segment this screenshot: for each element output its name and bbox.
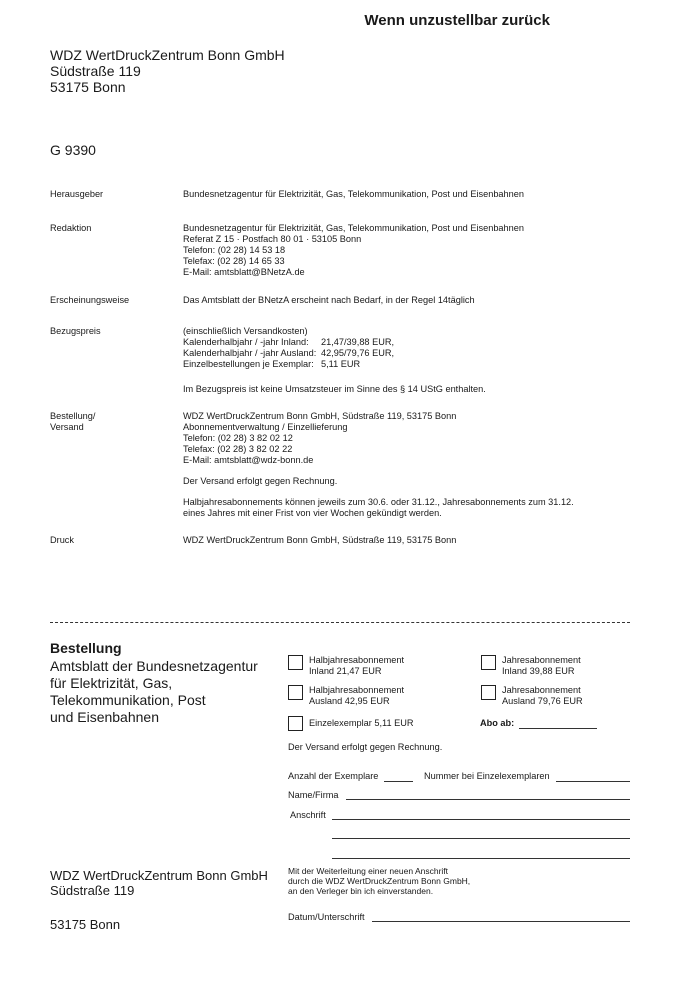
option-line: Inland 21,47 EUR — [309, 666, 382, 676]
redaktion-label: Redaktion — [50, 223, 92, 233]
redaktion-line: E-Mail: amtsblatt@BNetzA.de — [183, 267, 305, 277]
sender-line-1: WDZ WertDruckZentrum Bonn GmbH — [50, 47, 285, 63]
nummer-field[interactable] — [556, 781, 630, 782]
anschrift-field-1[interactable] — [332, 819, 630, 820]
halbjahr-ausland-checkbox[interactable] — [288, 685, 303, 700]
consent-note — [288, 866, 470, 896]
order-heading: Bestellung — [50, 640, 122, 656]
order-title — [50, 658, 280, 726]
option-line: Ausland 79,76 EUR — [502, 696, 583, 706]
datum-unterschrift-label: Datum/Unterschrift — [288, 912, 365, 922]
cut-line — [50, 622, 630, 623]
sender-address — [50, 47, 285, 95]
price-row — [183, 359, 653, 370]
halbjahr-inland-label — [309, 655, 404, 677]
datum-unterschrift-field[interactable] — [372, 921, 630, 922]
jahr-inland-checkbox[interactable] — [481, 655, 496, 670]
herausgeber-label: Herausgeber — [50, 189, 104, 199]
bezugspreis-value — [183, 326, 653, 395]
option-line: Halbjahresabonnement — [309, 685, 405, 695]
name-firma-field[interactable] — [346, 799, 630, 800]
versand-line: WDZ WertDruckZentrum Bonn GmbH, Südstraße 119, 53175 Bonn — [183, 411, 457, 421]
option-line: Jahresabonnement — [502, 655, 581, 665]
option-line: Ausland 42,95 EUR — [309, 696, 390, 706]
einzelexemplar-label: Einzelexemplar 5,11 EUR — [309, 718, 414, 728]
redaktion-value — [183, 223, 653, 278]
consent-line: durch die WDZ WertDruckZentrum Bonn GmbH, — [288, 876, 471, 886]
erscheinungsweise-value: Das Amtsblatt der BNetzA erscheint nach Bedarf, in der Regel 14täglich — [183, 295, 475, 305]
anzahl-field[interactable] — [384, 781, 413, 782]
erscheinungsweise-label: Erscheinungsweise — [50, 295, 130, 305]
abo-ab-label: Abo ab: — [480, 718, 515, 728]
redaktion-line: Telefax: (02 28) 14 65 33 — [183, 256, 285, 266]
order-address-line-2: Südstraße 119 — [50, 883, 135, 898]
halbjahr-ausland-label — [309, 685, 404, 707]
anschrift-field-2[interactable] — [332, 838, 630, 839]
anschrift-field-3[interactable] — [332, 858, 630, 859]
price-row-name: Kalenderhalbjahr / -jahr Ausland: — [183, 348, 317, 358]
order-title-line: Amtsblatt der Bundesnetzagentur — [50, 658, 258, 674]
sender-line-3: 53175 Bonn — [50, 79, 126, 95]
order-title-line: Telekommunikation, Post — [50, 692, 206, 708]
herausgeber-value: Bundesnetzagentur für Elektrizität, Gas, Telekommunikation, Post und Eisenbahnen — [183, 189, 524, 199]
halbjahr-inland-checkbox[interactable] — [288, 655, 303, 670]
order-title-line: und Eisenbahnen — [50, 709, 159, 725]
bestellung-label: Bestellung/ — [50, 411, 96, 421]
bezugspreis-intro: (einschließlich Versandkosten) — [183, 326, 308, 336]
versand-line: Telefax: (02 28) 3 82 02 22 — [183, 444, 293, 454]
name-firma-label: Name/Firma — [288, 790, 339, 800]
option-line: Halbjahresabonnement — [309, 655, 405, 665]
price-row-price: 5,11 EUR — [321, 359, 361, 369]
order-title-line: für Elektrizität, Gas, — [50, 675, 173, 691]
bestellung-versand-value — [183, 411, 653, 519]
price-row-price: 21,47/39,88 EUR, — [321, 337, 395, 347]
bestellung-versand-label — [50, 411, 95, 433]
order-rechnung-note: Der Versand erfolgt gegen Rechnung. — [288, 742, 443, 752]
versand-line: E-Mail: amtsblatt@wdz-bonn.de — [183, 455, 314, 465]
consent-line: Mit der Weiterleitung einer neuen Anschrift — [288, 866, 449, 876]
g-number: G 9390 — [50, 142, 96, 158]
price-row-name: Einzelbestellungen je Exemplar: — [183, 359, 314, 369]
einzelexemplar-checkbox[interactable] — [288, 716, 303, 731]
option-line: Inland 39,88 EUR — [502, 666, 575, 676]
abo-kuendigung-line-1: Halbjahresabonnements können jeweils zum 30.6. oder 31.12., Jahresabonnements zum 31.12. — [183, 497, 574, 507]
abo-kuendigung-line-2: eines Jahres mit einer Frist von vier Wochen gekündigt werden. — [183, 508, 442, 518]
bezugspreis-note: Im Bezugspreis ist keine Umsatzsteuer im Sinne des § 14 UStG enthalten. — [183, 384, 486, 394]
versand-line: Abonnementverwaltung / Einzellieferung — [183, 422, 348, 432]
price-row-name: Kalenderhalbjahr / -jahr Inland: — [183, 337, 309, 347]
versand-line: Telefon: (02 28) 3 82 02 12 — [183, 433, 293, 443]
anzahl-label: Anzahl der Exemplare — [288, 771, 379, 781]
option-line: Jahresabonnement — [502, 685, 581, 695]
order-address-city: 53175 Bonn — [50, 917, 121, 932]
price-row — [183, 337, 653, 348]
druck-value: WDZ WertDruckZentrum Bonn GmbH, Südstraße 119, 53175 Bonn — [183, 535, 457, 545]
abo-ab-field[interactable] — [519, 728, 597, 729]
nummer-label: Nummer bei Einzelexemplaren — [424, 771, 550, 781]
druck-label: Druck — [50, 535, 74, 545]
order-address — [50, 868, 268, 898]
consent-line: an den Verleger bin ich einverstanden. — [288, 886, 434, 896]
redaktion-line: Telefon: (02 28) 14 53 18 — [183, 245, 286, 255]
return-note: Wenn unzustellbar zurück — [364, 12, 550, 29]
bezugspreis-label: Bezugspreis — [50, 326, 101, 336]
versand-label: Versand — [50, 422, 84, 432]
jahr-ausland-label — [502, 685, 583, 707]
price-row — [183, 348, 653, 359]
jahr-inland-label — [502, 655, 581, 677]
anschrift-label: Anschrift — [290, 810, 326, 820]
price-row-price: 42,95/79,76 EUR, — [321, 348, 395, 358]
redaktion-line: Bundesnetzagentur für Elektrizität, Gas, Telekommunikation, Post und Eisenbahnen — [183, 223, 524, 233]
redaktion-line: Referat Z 15 · Postfach 80 01 · 53105 Bonn — [183, 234, 362, 244]
versand-rechnung: Der Versand erfolgt gegen Rechnung. — [183, 476, 338, 486]
order-address-line-1: WDZ WertDruckZentrum Bonn GmbH — [50, 868, 268, 883]
sender-line-2: Südstraße 119 — [50, 63, 141, 79]
jahr-ausland-checkbox[interactable] — [481, 685, 496, 700]
